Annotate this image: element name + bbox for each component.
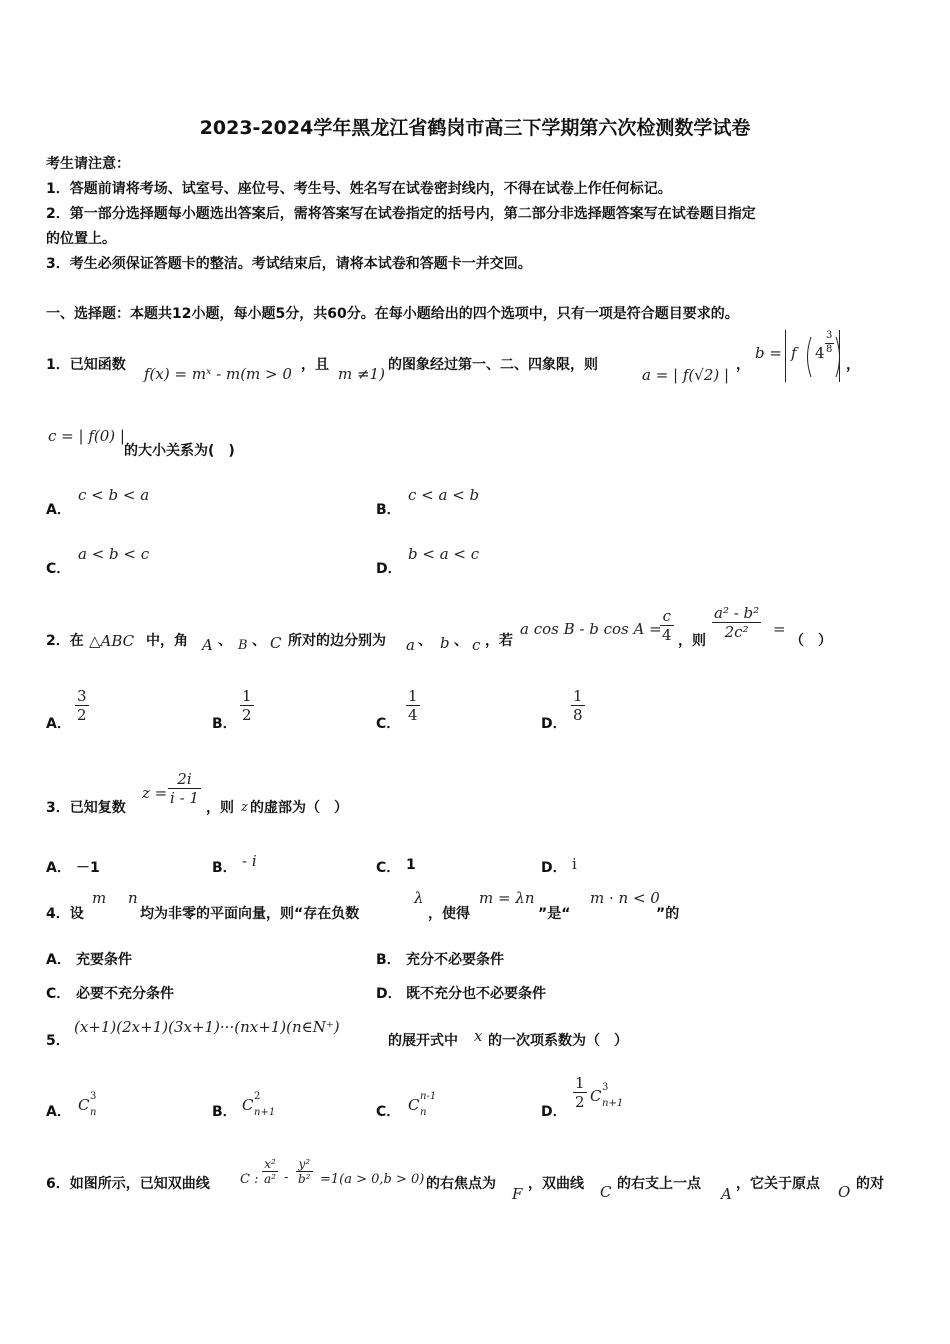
q2-text: ，则 [678, 633, 706, 649]
q4-option-c-label: C． [46, 986, 71, 1002]
q2-option-a [75, 687, 89, 724]
q2-sep: 、 [218, 633, 232, 649]
q2-equals: = [773, 620, 786, 638]
numerator: y² [298, 1157, 311, 1171]
q1-function: f(x) = mˣ - m(m > 0 [144, 365, 292, 383]
q5-option-a-label: A． [46, 1104, 71, 1120]
q2-equation-frac [660, 607, 674, 644]
abs-bar-right [839, 330, 840, 382]
q2-option-c-label: C． [376, 716, 401, 732]
q2-prefix: 2．在 [46, 633, 84, 649]
q2-eq-num: c [662, 607, 671, 625]
binom-c: C [242, 1096, 254, 1114]
q4-text: 均为非零的平面向量，则“存在负数 [140, 906, 360, 922]
q6-origin-o: O [838, 1183, 851, 1201]
q6-equation-rest: =1(a > 0,b > 0) [320, 1172, 425, 1187]
q6-text: ，双曲线 [528, 1176, 584, 1192]
notice-item: 3．考生必须保证答题卡的整洁。考试结束后，请将本试卷和答题卡一并交回。 [46, 256, 532, 272]
q3-option-d-label: D． [541, 860, 567, 876]
binom-sub: n+1 [254, 1107, 276, 1118]
binom-sub: n [420, 1107, 427, 1118]
q6-curve-name: C : [240, 1172, 259, 1187]
q2-option-b [240, 687, 254, 724]
q6-point-a: A [721, 1185, 732, 1203]
q4-text: ”是“ [538, 906, 571, 922]
q2-query-num: a² - b² [714, 604, 760, 622]
q4-option-d-label: D． [376, 986, 402, 1002]
q1-option-c-label: C． [46, 561, 71, 577]
denominator: b² [298, 1172, 311, 1186]
q2-sep: 、 [454, 633, 468, 649]
q1-option-d: b < a < c [408, 545, 480, 563]
q6-prefix: 6．如图所示，已知双曲线 [46, 1176, 210, 1192]
q2-option-c [406, 687, 420, 724]
q3-text: ，则 [206, 800, 234, 816]
q3-text: 的虚部为（ ） [250, 800, 348, 816]
numerator: 1 [408, 687, 418, 705]
binom-sup: 3 [602, 1082, 609, 1093]
q6-text: 的右焦点为 [426, 1176, 496, 1192]
binom-sup: 2 [254, 1091, 261, 1102]
q1-prefix: 1．已知函数 [46, 357, 126, 373]
q1-option-b: c < a < b [408, 486, 480, 504]
q3-z: z [241, 800, 248, 815]
q4-n: n [128, 889, 138, 907]
binom-c: C [590, 1087, 602, 1105]
q4-inequality: m · n < 0 [590, 889, 660, 907]
q5-option-d-coef [573, 1074, 587, 1111]
q2-sep: 、 [252, 633, 266, 649]
notice-heading: 考生请注意： [46, 156, 130, 172]
q5-text: 的一次项系数为（ ） [488, 1033, 628, 1049]
q2-side-b: b [440, 634, 450, 652]
q2-angle-a: A [202, 636, 213, 654]
q3-z-lhs: z = [142, 784, 168, 802]
q3-option-d: i [572, 855, 577, 873]
q4-option-a: 充要条件 [76, 952, 132, 968]
q6-text: 的对 [856, 1176, 884, 1192]
q5-option-a [78, 1091, 97, 1118]
denominator: 2 [77, 706, 87, 724]
binom-sup: n-1 [420, 1091, 437, 1102]
q1-b-lhs: b = [755, 344, 782, 362]
q5-x: x [474, 1027, 483, 1045]
q1-condition: m ≠1) [338, 365, 385, 383]
q4-option-c: 必要不充分条件 [76, 986, 174, 1002]
q1-b-base: 4 [815, 344, 825, 362]
q2-text: 中，角 [146, 633, 188, 649]
q2-side-a: a [406, 636, 415, 654]
q1-option-d-label: D． [376, 561, 402, 577]
q5-expression: (x+1)(2x+1)(3x+1)···(nx+1)(n∈N⁺) [74, 1018, 340, 1036]
notice-item: 1．答题前请将考场、试室号、座位号、考生号、姓名写在试卷密封线内，不得在试卷上作任何标记。 [46, 181, 672, 197]
q6-minus: - [284, 1170, 289, 1185]
q2-option-b-label: B． [212, 716, 237, 732]
q1-tail: 的大小关系为( ) [124, 443, 235, 459]
q2-triangle: △ABC [89, 632, 135, 650]
numerator: 1 [575, 1074, 585, 1092]
q3-z-den: i - 1 [170, 789, 199, 807]
q4-option-d: 既不充分也不必要条件 [406, 986, 546, 1002]
q5-option-c [408, 1091, 437, 1118]
q4-text: ，使得 [428, 906, 470, 922]
denominator: 2 [575, 1093, 585, 1111]
q5-option-d-label: D． [541, 1104, 567, 1120]
q1-b-exp-den: 8 [826, 344, 833, 355]
binom-sub: n+1 [602, 1098, 624, 1109]
q2-eq-den: 4 [662, 626, 672, 644]
q2-angle-c: C [270, 634, 282, 652]
q3-option-a-label: A． [46, 860, 71, 876]
notice-item: 的位置上。 [46, 231, 116, 247]
q2-query-den: 2c² [712, 622, 761, 641]
q1-text: 的图象经过第一、二、四象限，则 [388, 357, 598, 373]
q5-option-c-label: C． [376, 1104, 401, 1120]
binom-c: C [78, 1096, 90, 1114]
q2-option-d [571, 687, 585, 724]
page-title: 2023-2024学年黑龙江省鹤岗市高三下学期第六次检测数学试卷 [199, 117, 751, 139]
q4-equation: m = λn [479, 889, 535, 907]
binom-c: C [408, 1096, 420, 1114]
q4-m: m [92, 889, 107, 907]
q3-option-b: - i [242, 852, 257, 870]
q6-x-frac [262, 1157, 278, 1186]
q1-option-a: c < b < a [78, 486, 150, 504]
q4-prefix: 4．设 [46, 906, 84, 922]
q1-c-expr: c = | f(0) | [48, 427, 125, 445]
q6-text: 的右支上一点 [617, 1176, 701, 1192]
notice-item: 2．第一部分选择题每小题选出答案后，需将答案写在试卷指定的括号内，第二部分非选择题答案写在试卷题目指定 [46, 206, 756, 222]
q3-option-c: 1 [406, 857, 416, 873]
q3-prefix: 3．已知复数 [46, 800, 126, 816]
q6-curve-c: C [600, 1183, 612, 1201]
denominator: a² [264, 1172, 276, 1186]
denominator: 4 [408, 706, 418, 724]
numerator: 3 [77, 687, 87, 705]
q5-prefix: 5． [46, 1033, 70, 1049]
q1-comma: ， [736, 357, 750, 373]
q3-z-num: 2i [177, 770, 192, 788]
q4-option-b: 充分不必要条件 [406, 952, 504, 968]
q2-option-d-label: D． [541, 716, 567, 732]
q1-and: ，且 [301, 357, 329, 373]
q4-option-b-label: B． [376, 952, 401, 968]
paren-left-icon [803, 336, 813, 378]
q1-a-expr: a = | f(√2) | [642, 366, 730, 384]
q6-focus-f: F [512, 1185, 523, 1203]
q1-b-f: f [791, 344, 797, 362]
q3-option-c-label: C． [376, 860, 401, 876]
q1-option-a-label: A． [46, 502, 71, 518]
q6-y-frac [296, 1157, 313, 1186]
q4-text: ”的 [656, 906, 680, 922]
q2-equation-lhs: a cos B - b cos A = [520, 620, 662, 638]
q2-paren: （ ） [790, 633, 832, 649]
q2-text: 所对的边分别为 [288, 633, 386, 649]
abs-bar-left [785, 330, 786, 382]
q4-option-a-label: A． [46, 952, 71, 968]
binom-sup: 3 [90, 1091, 97, 1102]
q5-option-b-label: B． [212, 1104, 237, 1120]
q1-comma: ， [846, 357, 860, 373]
denominator: 8 [573, 706, 583, 724]
q2-side-c: c [472, 636, 481, 654]
q5-text: 的展开式中 [388, 1033, 458, 1049]
q2-option-a-label: A． [46, 716, 71, 732]
q2-angle-b: B [238, 638, 248, 653]
denominator: 2 [242, 706, 252, 724]
q4-lambda: λ [414, 889, 424, 907]
q1-option-b-label: B． [376, 502, 401, 518]
numerator: x² [264, 1157, 276, 1171]
q3-option-b-label: B． [212, 860, 237, 876]
section-heading: 一、选择题：本题共12小题，每小题5分，共60分。在每小题给出的四个选项中，只有一项是符合题目要求的。 [46, 306, 739, 322]
q5-option-b [242, 1091, 276, 1118]
q5-option-d [590, 1082, 624, 1109]
q3-z-frac [168, 770, 201, 807]
q1-b-exp-num: 3 [826, 330, 833, 341]
binom-sub: n [90, 1107, 97, 1118]
numerator: 1 [573, 687, 583, 705]
q2-text: ，若 [485, 633, 513, 649]
q2-sep: 、 [418, 633, 432, 649]
numerator: 1 [242, 687, 252, 705]
q1-option-c: a < b < c [78, 545, 150, 563]
q2-query-frac [712, 604, 761, 641]
q3-option-a: －1 [76, 860, 100, 876]
q6-text: ，它关于原点 [736, 1176, 820, 1192]
